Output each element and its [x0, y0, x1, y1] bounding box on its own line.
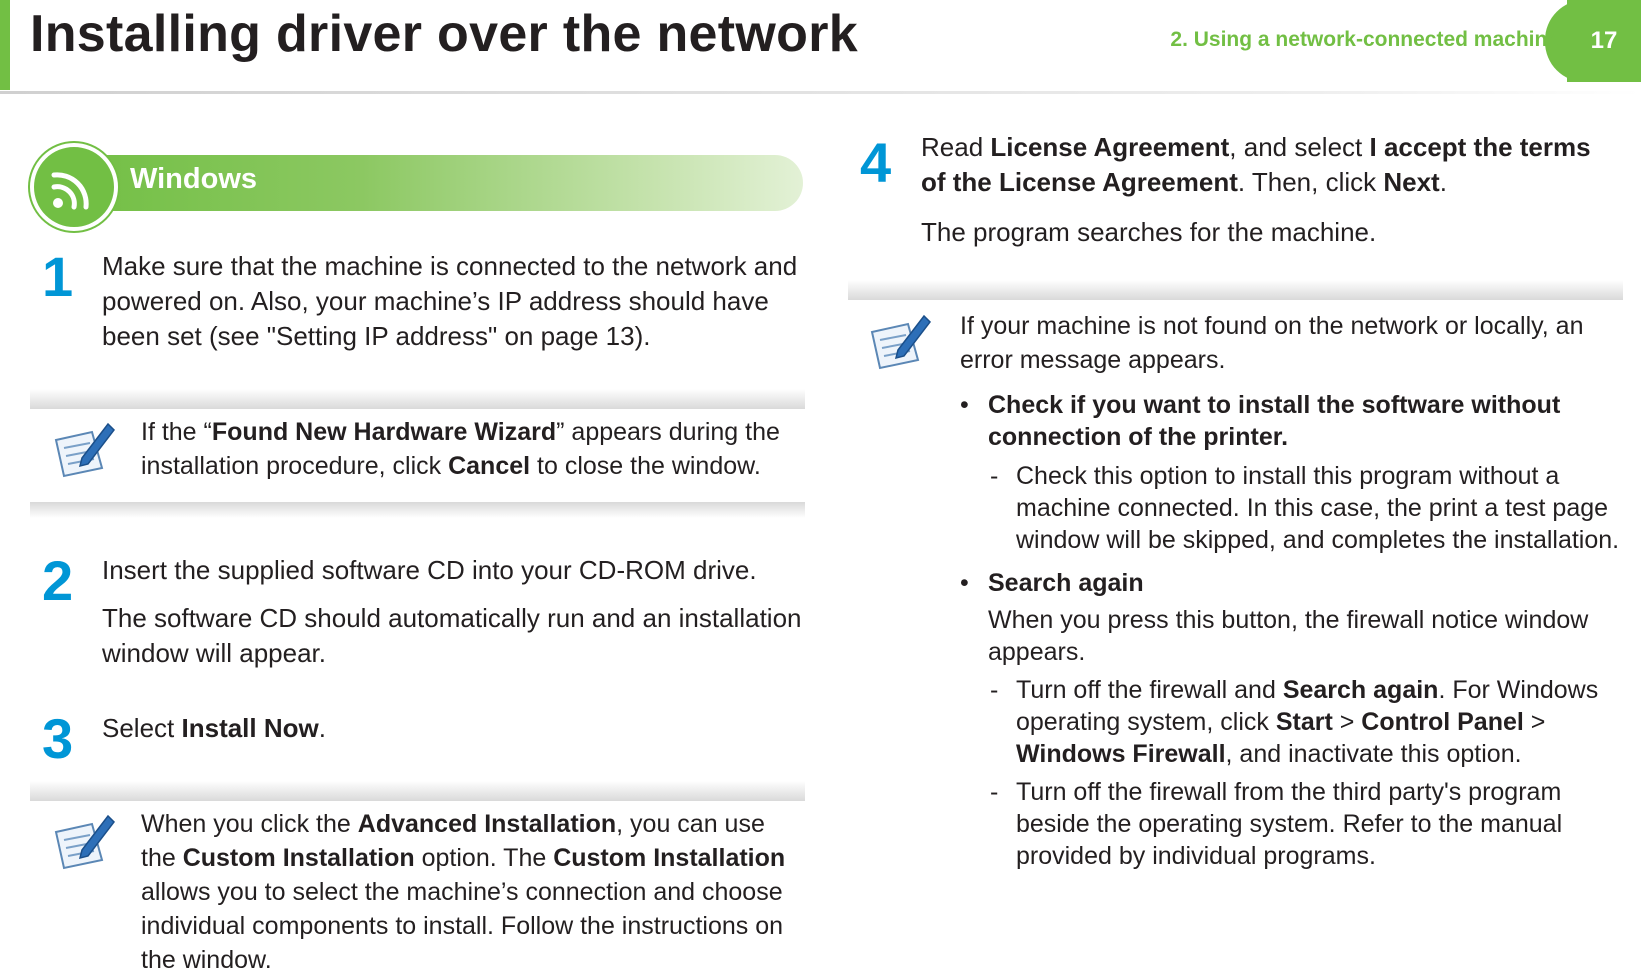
step-text	[102, 711, 802, 746]
step-subtext: The program searches for the machine.	[921, 217, 1377, 247]
step-text-part: , and select	[1229, 132, 1370, 162]
note-pencil-icon	[868, 310, 932, 374]
header-divider	[0, 91, 1641, 94]
page-number: 17	[1590, 27, 1618, 54]
step-bold-term: License Agreement	[990, 132, 1230, 162]
step-text	[921, 130, 1621, 200]
note-pencil-icon	[52, 418, 116, 482]
step-number: 4	[860, 131, 892, 194]
note-text-part: When you click the	[141, 810, 358, 838]
chapter-title: 2. Using a network-connected machine	[1170, 28, 1559, 51]
dash-text-part: >	[1523, 708, 1546, 736]
section-title: Windows	[130, 163, 258, 195]
step-number: 2	[42, 549, 74, 612]
step-bold-term: Install Now	[181, 713, 319, 743]
note-top-rule	[848, 280, 1623, 300]
dash-bold-term: Control Panel	[1361, 708, 1524, 736]
step-number: 3	[42, 707, 74, 770]
network-wireless-icon	[34, 147, 114, 227]
note-bold-term: Cancel	[448, 452, 531, 480]
section-icon-circle	[30, 143, 118, 231]
step-text-part: .	[1439, 167, 1447, 197]
dash-text-part: >	[1332, 708, 1362, 736]
note-text-part: option. The	[414, 844, 554, 872]
step-text-part: Select	[102, 713, 182, 743]
dash-text-part: , and inactivate this option.	[1225, 740, 1522, 768]
note-top-rule	[30, 389, 805, 409]
dash-bold-term: Search again	[1282, 676, 1439, 704]
note-bottom-rule	[30, 502, 805, 518]
step-text-part: Read	[921, 132, 991, 162]
dash-text-part: . For Windows operating system, click	[1016, 676, 1599, 736]
note-text-part: , you can use the	[141, 810, 765, 872]
dash-bold-term: Windows Firewall	[1016, 740, 1226, 768]
bullet-description: When you press this button, the firewall notice window appears.	[988, 606, 1589, 666]
note-text-part: to close the window.	[530, 452, 761, 480]
bullet-marker: •	[960, 391, 969, 419]
note-pencil-icon	[52, 810, 116, 874]
page-title: Installing driver over the network	[30, 5, 858, 63]
dash-text	[1016, 674, 1616, 770]
note-text	[141, 415, 791, 483]
dash-marker: -	[990, 676, 999, 704]
dash-text: Check this option to install this program without a machine connected. In this case, the print a test page window will be skipped, and completes the installation.	[1016, 462, 1620, 554]
step-number: 1	[42, 245, 74, 308]
bullet-title: Search again	[988, 569, 1144, 597]
note-bold-term: Found New Hardware Wizard	[211, 418, 557, 446]
step-text-part: .	[318, 713, 326, 743]
step-text-part: . Then, click	[1237, 167, 1384, 197]
dash-bold-term: Start	[1275, 708, 1333, 736]
step-bold-term: Next	[1383, 167, 1440, 197]
note-text-part: ” appears during the installation procedure, click	[141, 418, 780, 480]
note-text: If your machine is not found on the network or locally, an error message appears.	[960, 312, 1584, 374]
page-number-badge	[1567, 0, 1641, 82]
step-subtext: The software CD should automatically run and an installation window will appear.	[102, 603, 802, 668]
step-bold-term: I accept the terms of the License Agreement	[921, 132, 1591, 197]
bullet-title: Check if you want to install the software without connection of the printer.	[988, 391, 1561, 451]
step-text: Make sure that the machine is connected to the network and powered on. Also, your machine’s IP address should have been set (see "Setting IP address" on page 13).	[102, 251, 798, 351]
dash-text-part: Turn off the firewall and	[1016, 676, 1283, 704]
note-top-rule	[30, 781, 805, 801]
note-text-part: If the “	[141, 418, 212, 446]
dash-marker: -	[990, 778, 999, 806]
header-accent-bar	[0, 0, 10, 90]
step-text: Insert the supplied software CD into your CD-ROM drive.	[102, 555, 757, 585]
bullet-marker: •	[960, 569, 969, 597]
dash-text: Turn off the firewall from the third party's program beside the operating system. Refer to the manual provided by individual programs.	[1016, 778, 1563, 870]
note-text-part: allows you to select the machine’s connection and choose individual components to install. Follow the instructions on the window.	[141, 878, 784, 974]
note-bold-term: Advanced Installation	[357, 810, 617, 838]
note-text	[141, 807, 806, 977]
note-bold-term: Custom Installation	[182, 844, 415, 872]
note-bold-term: Custom Installation	[553, 844, 786, 872]
dash-marker: -	[990, 462, 999, 490]
